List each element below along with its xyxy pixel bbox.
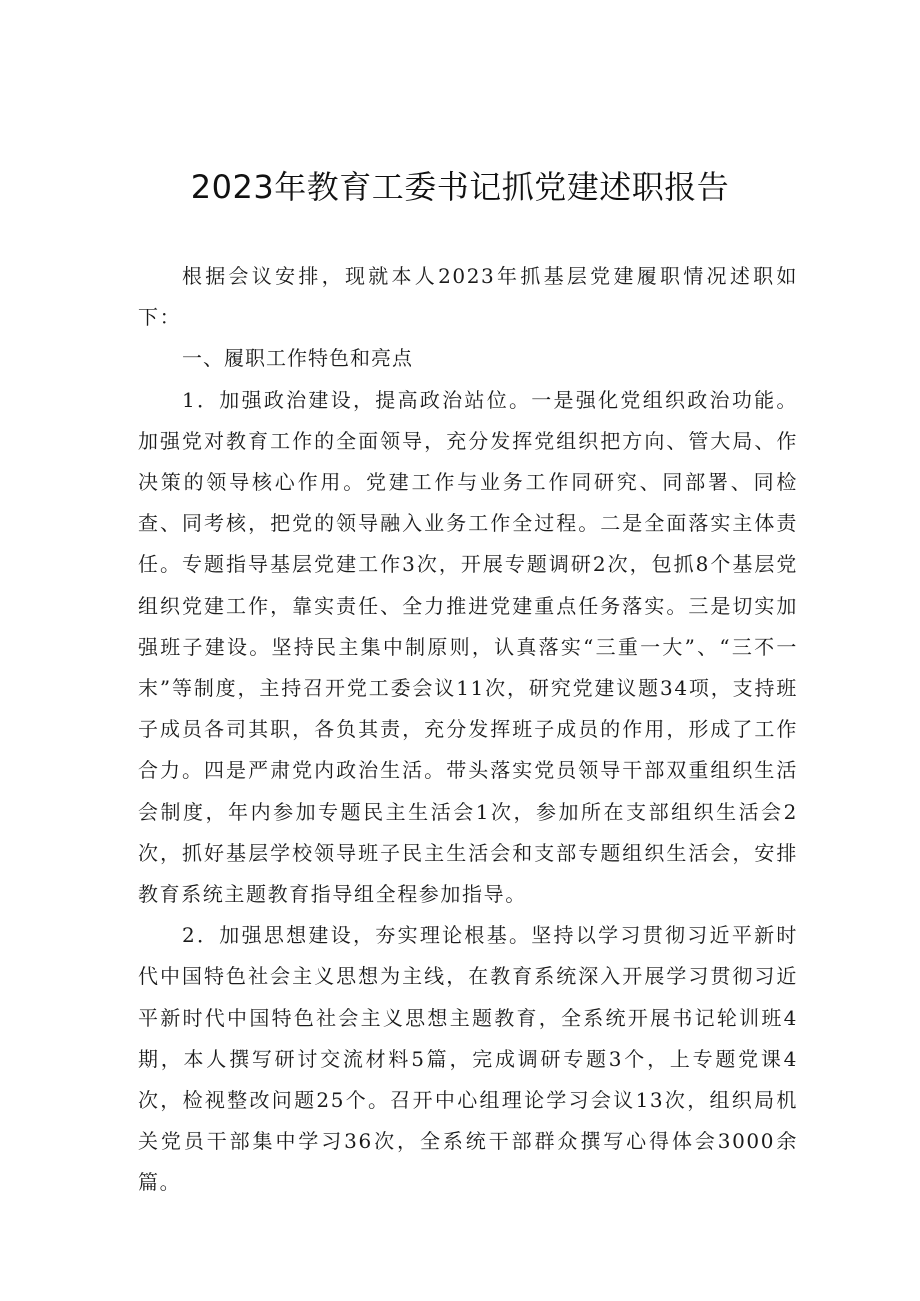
paragraph-ideological-building: 2．加强思想建设，夯实理论根基。坚持以学习贯彻习近平新时代中国特色社会主义思想为主线，在教育系统深入开展学习贯彻习近平新时代中国特色社会主义思想主题教育，全系统开展书记轮训班4期，本人撰写研讨交流材料5篇，完成调研专题3个，上专题党课4次，检视整改问题25个。召开中心组理论学习会议13次，组织局机关党员干部集中学习36次，全系统干部群众撰写心得体会3000余篇。 (138, 923, 798, 1195)
intro-paragraph: 根据会议安排，现就本人2023年抓基层党建履职情况述职如下： (138, 264, 798, 330)
paragraph-political-building: 1．加强政治建设，提高政治站位。一是强化党组织政治功能。加强党对教育工作的全面领导，充分发挥党组织把方向、管大局、作决策的领导核心作用。党建工作与业务工作同研究、同部署、同检查、同考核，把党的领导融入业务工作全过程。二是全面落实主体责任。专题指导基层党建工作3次，开展专题调研2次，包抓8个基层党组织党建工作，靠实责任、全力推进党建重点任务落实。三是切实加强班子建设。坚持民主集中制原则，认真落实“三重一大”、“三不一末”等制度，主持召开党工委会议11次，研究党建议题34项，支持班子成员各司其职，各负其责，充分发挥班子成员的作用，形成了工作合力。四是严肃党内政治生活。带头落实党员领导干部双重组织生活会制度，年内参加专题民主生活会1次，参加所在支部组织生活会2次，抓好基层学校领导班子民主生活会和支部专题组织生活会，安排教育系统主题教育指导组全程参加指导。 (138, 387, 798, 907)
section-heading: 一、履职工作特色和亮点 (182, 346, 413, 371)
document-body (138, 256, 798, 1204)
document-title: 2023年教育工委书记抓党建述职报告 (190, 168, 730, 206)
